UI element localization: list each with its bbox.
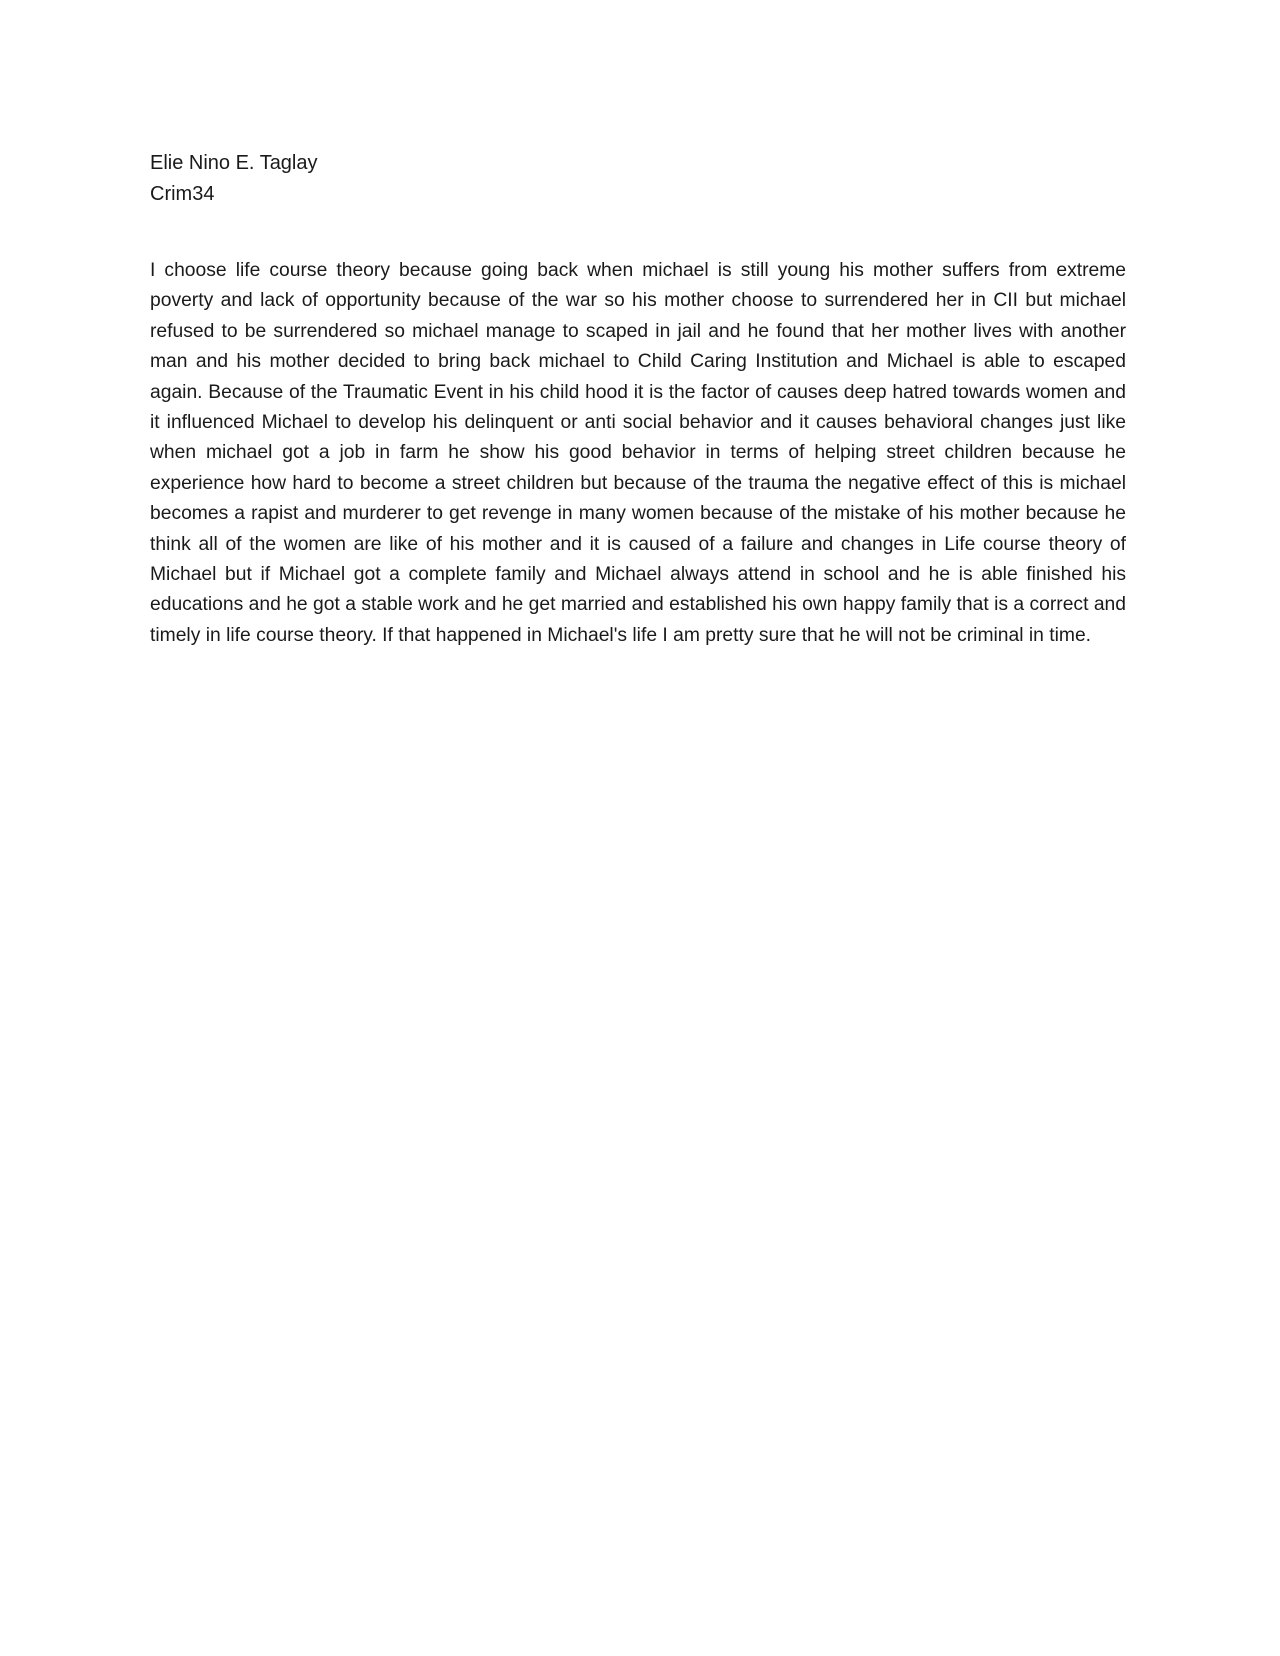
- course-code: Crim34: [150, 183, 215, 205]
- essay-paragraph: I choose life course theory because going back when michael is still young his mother suffers from extreme poverty and lack of opportunity because of the war so his mother choose to surrendered her in CII but michael refused to be surrendered so michael manage to scaped in jail and he found that her mother lives with another man and his mother decided to bring back michael to Child Caring Institution and Michael is able to escaped again. Because of the Traumatic Event in his child hood it is the factor of causes deep hatred towards women and it influenced Michael to develop his delinquent or anti social behavior and it causes behavioral changes just like when michael got a job in farm he show his good behavior in terms of helping street children because he experience how hard to become a street children but because of the trauma the negative effect of this is michael becomes a rapist and murderer to get revenge in many women because of the mistake of his mother because he think all of the women are like of his mother and it is caused of a failure and changes in Life course theory of Michael but if Michael got a complete family and Michael always attend in school and he is able finished his educations and he got a stable work and he get married and established his own happy family that is a correct and timely in life course theory. If that happened in Michael's life I am pretty sure that he will not be criminal in time.: [150, 260, 1126, 646]
- document-header: [150, 148, 1130, 210]
- author-name: Elie Nino E. Taglay: [150, 152, 318, 174]
